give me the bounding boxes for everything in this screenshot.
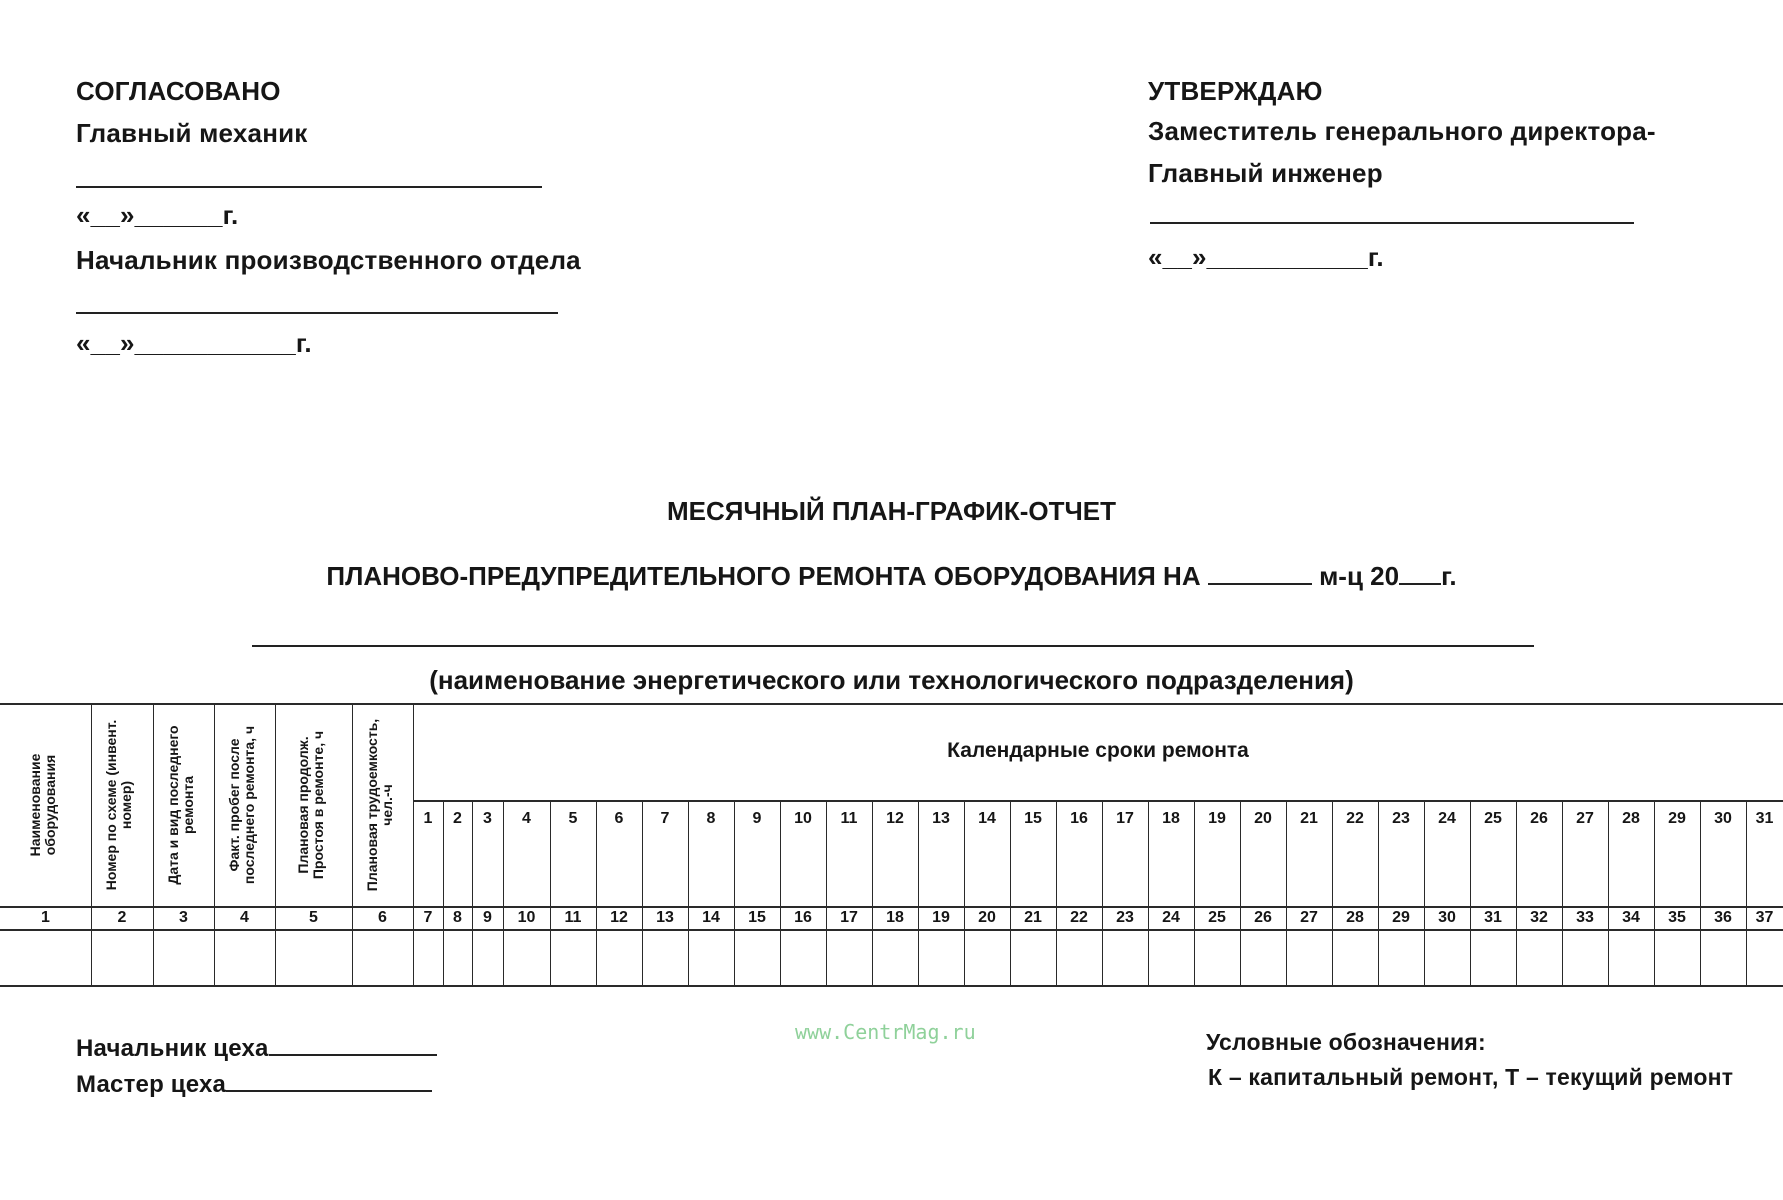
- column-number: 1: [41, 909, 50, 926]
- column-number: 34: [1622, 909, 1640, 926]
- day-number: 11: [840, 810, 858, 827]
- date-line-chief-mechanic: «__»______г.: [76, 200, 239, 230]
- column-divider: [351, 703, 353, 985]
- signature-line-chief-mechanic: [76, 186, 542, 188]
- table-rule: [0, 985, 1783, 987]
- day-number: 3: [483, 810, 492, 827]
- subtitle-suffix: г.: [1441, 561, 1457, 591]
- column-number: 27: [1300, 909, 1318, 926]
- column-number: 37: [1755, 909, 1774, 926]
- shop-master-text: Мастер цеха: [76, 1071, 227, 1098]
- day-number: 8: [706, 810, 716, 827]
- day-number: 6: [614, 810, 624, 827]
- subtitle-prefix: ПЛАНОВО-ПРЕДУПРЕДИТЕЛЬНОГО РЕМОНТА ОБОРУДОВАНИЯ НА: [326, 561, 1201, 591]
- year-blank: [1399, 557, 1441, 585]
- column-number: 9: [483, 909, 492, 926]
- column-number: 7: [423, 909, 433, 926]
- signature-line-production-head: [76, 312, 558, 314]
- header-scheme-number: Номер по схеме (инвент. номер): [103, 719, 134, 890]
- column-number: 17: [840, 909, 858, 926]
- column-divider: [90, 703, 92, 985]
- subtitle-month: м-ц 20: [1319, 561, 1400, 591]
- subdivision-caption: (наименование энергетического или технологического подразделения): [429, 665, 1354, 695]
- approval-right-heading: УТВЕРЖДАЮ: [1148, 76, 1323, 106]
- legend-title: Условные обозначения:: [1206, 1029, 1486, 1055]
- column-number: 8: [453, 909, 462, 926]
- date-line-production-head: «__»___________г.: [76, 328, 312, 358]
- shop-chief-text: Начальник цеха: [76, 1035, 269, 1062]
- column-number: 33: [1576, 909, 1594, 926]
- column-divider: [213, 703, 215, 985]
- shop-master-signature-line: [226, 1066, 432, 1092]
- day-number: 13: [932, 810, 950, 827]
- column-number: 2: [117, 909, 127, 926]
- column-number: 23: [1116, 909, 1134, 926]
- shop-master-label: [76, 1066, 432, 1099]
- header-equipment-name: Наименование оборудования: [26, 753, 58, 856]
- repair-schedule-table: [0, 703, 1783, 985]
- watermark-text: www.CentrMag.ru: [795, 1020, 976, 1044]
- column-divider: [152, 703, 154, 985]
- deputy-director-label: Заместитель генерального директора-: [1148, 116, 1656, 146]
- column-number: 5: [309, 909, 318, 926]
- column-number: 32: [1530, 909, 1548, 926]
- day-number: 18: [1162, 810, 1180, 827]
- header-planned-labor: Плановая трудоемкость, чел.-ч: [363, 718, 395, 891]
- column-number: 11: [564, 909, 582, 926]
- shop-chief-signature-line: [269, 1030, 437, 1056]
- month-blank: [1208, 557, 1312, 585]
- day-number: 5: [568, 810, 578, 827]
- column-number: 30: [1438, 909, 1456, 926]
- day-number: 16: [1070, 810, 1088, 827]
- document-subtitle: [0, 557, 1783, 592]
- day-number: 22: [1346, 810, 1364, 827]
- column-number: 21: [1024, 909, 1042, 926]
- day-number: 19: [1208, 810, 1226, 827]
- day-number: 2: [453, 810, 462, 827]
- production-head-label: Начальник производственного отдела: [76, 245, 581, 275]
- day-number: 30: [1714, 810, 1732, 827]
- column-number: 14: [702, 909, 720, 926]
- column-number: 12: [610, 909, 628, 926]
- day-number: 9: [752, 810, 762, 827]
- column-number: 6: [378, 909, 387, 926]
- column-number: 36: [1714, 909, 1732, 926]
- column-divider: [274, 703, 276, 985]
- column-number: 16: [794, 909, 812, 926]
- day-number: 1: [423, 810, 433, 827]
- day-number: 25: [1484, 810, 1502, 827]
- day-number: 21: [1300, 810, 1318, 827]
- legend-text: К – капитальный ремонт, Т – текущий ремонт: [1208, 1064, 1734, 1090]
- day-number: 7: [660, 810, 670, 827]
- approval-left-heading: СОГЛАСОВАНО: [76, 76, 281, 106]
- document-title: МЕСЯЧНЫЙ ПЛАН-ГРАФИК-ОТЧЕТ: [667, 496, 1116, 526]
- shop-chief-label: [76, 1030, 437, 1063]
- header-actual-runtime: Факт. пробег после последнего ремонта, ч: [225, 725, 257, 884]
- header-planned-downtime: Плановая продолж. Простоя в ремонте, ч: [294, 730, 326, 879]
- day-number: 14: [978, 810, 996, 827]
- table-rule: [413, 800, 1783, 802]
- column-number: 29: [1392, 909, 1410, 926]
- column-number: 35: [1668, 909, 1686, 926]
- day-number: 20: [1254, 810, 1272, 827]
- column-number: 28: [1346, 909, 1364, 926]
- column-number: 3: [179, 909, 188, 926]
- column-number: 25: [1208, 909, 1226, 926]
- day-number: 24: [1438, 810, 1456, 827]
- signature-line-chief-engineer: [1150, 222, 1634, 224]
- day-number: 31: [1755, 810, 1774, 827]
- day-number: 23: [1392, 810, 1410, 827]
- column-number: 4: [240, 909, 249, 926]
- day-number: 15: [1024, 810, 1042, 827]
- chief-engineer-label: Главный инженер: [1148, 158, 1383, 188]
- day-number: 17: [1116, 810, 1134, 827]
- day-number: 4: [522, 810, 531, 827]
- column-number: 19: [932, 909, 950, 926]
- chief-mechanic-label: Главный механик: [76, 118, 308, 148]
- column-number: 18: [886, 909, 904, 926]
- column-number: 13: [656, 909, 674, 926]
- column-number: 22: [1070, 909, 1088, 926]
- column-number: 26: [1254, 909, 1272, 926]
- column-number: 24: [1162, 909, 1180, 926]
- day-number: 28: [1622, 810, 1640, 827]
- calendar-header: Календарные сроки ремонта: [947, 739, 1249, 762]
- header-last-repair: Дата и вид последнего ремонта: [164, 724, 196, 885]
- date-line-chief-engineer: «__»___________г.: [1148, 242, 1384, 272]
- table-rule: [0, 703, 1783, 705]
- day-number: 26: [1530, 810, 1548, 827]
- day-number: 12: [886, 810, 904, 827]
- column-number: 20: [978, 909, 996, 926]
- day-number: 10: [794, 810, 812, 827]
- day-number: 27: [1576, 810, 1594, 827]
- column-number: 15: [748, 909, 766, 926]
- subdivision-name-line: [252, 645, 1534, 647]
- column-number: 31: [1484, 909, 1502, 926]
- column-number: 10: [517, 909, 536, 926]
- day-number: 29: [1668, 810, 1686, 827]
